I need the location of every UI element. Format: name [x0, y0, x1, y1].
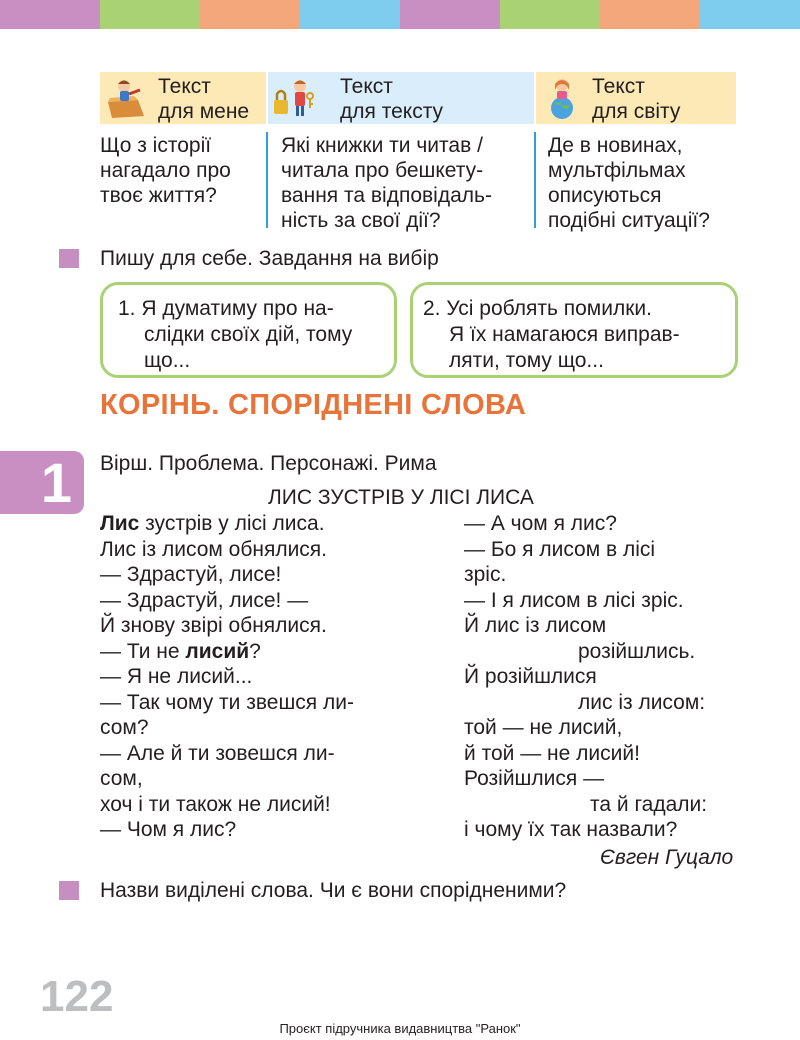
poem-title: ЛИС ЗУСТРІВ У ЛІСІ ЛИСА — [268, 486, 534, 509]
header-text-for-text — [268, 72, 534, 124]
poem-line: та й гадали: — [590, 792, 708, 816]
choice-box-2 — [410, 282, 738, 378]
question-line: нагадало про — [100, 159, 231, 182]
poem-line: і чому їх так назвали? — [464, 818, 678, 841]
question-line: читала про бешкету- — [281, 159, 484, 182]
page-number: 122 — [40, 972, 114, 1021]
footer-note: Проєкт підручника видавництва "Ранок" — [279, 1021, 521, 1036]
header-label-line1: Текст — [158, 75, 211, 98]
choice-line: що... — [144, 349, 191, 372]
question-line: твоє життя? — [100, 184, 217, 207]
header-label-line2: для тексту — [340, 100, 444, 123]
poem-line: Розійшлися — — [464, 767, 605, 790]
poem-line: Лис із лисом обнялися. — [100, 537, 328, 561]
choice-box-1 — [100, 282, 397, 378]
poem-line: й той — не лисий! — [464, 741, 640, 765]
child-with-box-icon — [104, 76, 148, 120]
poem-author: Євген Гуцало — [600, 846, 734, 869]
column-separator — [266, 132, 268, 228]
choice-line: слідки своїх дій, тому — [144, 323, 353, 346]
poem-line: лис із лисом: — [578, 690, 706, 714]
poem-line: — Здрастуй, лисе! — [100, 563, 282, 586]
question-for-me — [100, 133, 260, 208]
poem-line: Й знову звірі обнялися. — [100, 614, 327, 637]
header-text-for-world — [536, 72, 736, 124]
poem-line: розійшлись. — [578, 639, 696, 663]
question-for-text — [281, 133, 531, 233]
choice-line: 2. Усі роблять помилки. — [423, 297, 652, 320]
exercise-number-tab — [0, 451, 84, 514]
poem-line: Лис зустрів у лісі лиса. — [100, 512, 325, 535]
task-marker — [59, 881, 79, 900]
poem-line: сом? — [100, 716, 149, 739]
poem-line: — Бо я лисом в лісі — [464, 537, 656, 561]
poem-line: зріс. — [464, 563, 507, 586]
color-stripe — [200, 0, 300, 29]
question-line: Де в новинах, — [548, 134, 683, 157]
poem-line: сом, — [100, 767, 143, 790]
poem-line: — Я не лисий... — [100, 665, 253, 688]
task-write-for-self: Пишу для себе. Завдання на вибір — [100, 247, 439, 270]
question-line: вання та відповідаль- — [281, 184, 492, 207]
poem-line: — Але й ти зовешся ли- — [100, 741, 335, 765]
question-line: описуються — [548, 184, 662, 207]
question-line: Що з історії — [100, 134, 212, 157]
color-stripe — [600, 0, 700, 29]
choice-line: Я їх намагаюся виправ- — [449, 323, 680, 346]
choice-line: ляти, тому що... — [449, 349, 604, 372]
poem-line: — А чом я лис? — [464, 512, 617, 535]
column-separator — [534, 132, 536, 228]
section-title: КОРІНЬ. СПОРІДНЕНІ СЛОВА — [100, 389, 527, 421]
top-color-bar — [0, 0, 800, 29]
poem-line: — Здрастуй, лисе! — — [100, 588, 309, 612]
poem-line: — Чом я лис? — [100, 818, 237, 841]
exercise-heading: Вірш. Проблема. Персонажі. Рима — [100, 452, 437, 475]
poem-line: хоч і ти також не лисий! — [100, 792, 331, 816]
poem-line: той — не лисий, — [464, 716, 623, 739]
color-stripe — [400, 0, 500, 29]
color-stripe — [100, 0, 200, 29]
highlighted-word: лисий — [185, 639, 250, 663]
color-stripe — [0, 0, 100, 29]
poem-line: Й розійшлися — [464, 665, 597, 688]
header-label-line2: для мене — [158, 100, 250, 123]
poem-left-column — [100, 511, 354, 843]
task-marker — [59, 249, 79, 268]
header-text-for-me — [100, 72, 266, 124]
question-line: мультфільмах — [548, 159, 686, 182]
child-with-globe-icon — [540, 76, 584, 120]
color-stripe — [500, 0, 600, 29]
exercise-number: 1 — [40, 451, 72, 514]
question-line: Які книжки ти читав / — [281, 134, 483, 157]
header-label-line2: для світу — [592, 100, 681, 123]
choice-line: 1. Я думатиму про на- — [118, 297, 334, 320]
header-label-line1: Текст — [340, 75, 393, 98]
question-line: подібні ситуації? — [548, 209, 710, 232]
poem-line: — І я лисом в лісі зріс. — [464, 588, 684, 612]
highlighted-word: Лис — [100, 512, 140, 535]
task-name-highlighted-words: Назви виділені слова. Чи є вони спорідненими? — [100, 879, 567, 902]
question-line: ність за свої дії? — [281, 209, 441, 232]
header-label-line1: Текст — [592, 75, 645, 98]
poem-line: Й лис із лисом — [464, 614, 607, 637]
color-stripe — [300, 0, 400, 29]
poem-right-column — [464, 511, 707, 843]
child-with-key-and-lock-icon — [272, 76, 316, 120]
question-for-world — [548, 133, 748, 233]
color-stripe — [700, 0, 800, 29]
poem-line: — Ти не лисий? — [100, 639, 261, 663]
poem-line: — Так чому ти звешся ли- — [100, 690, 354, 714]
